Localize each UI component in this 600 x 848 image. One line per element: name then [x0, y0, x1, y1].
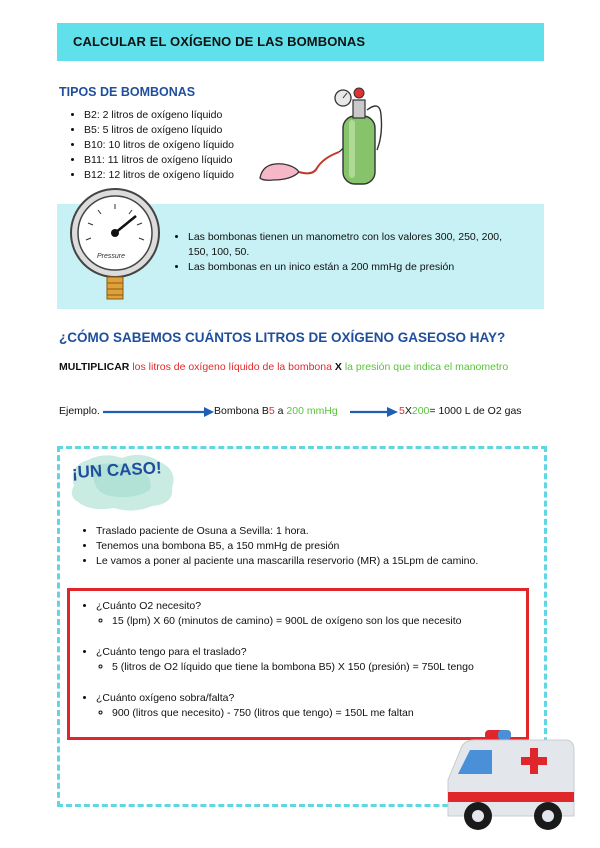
example-res-pressure: 200	[411, 405, 430, 417]
list-item: • B11: 11 litros de oxígeno líquido	[84, 153, 234, 168]
page-title: CALCULAR EL OXÍGENO DE LAS BOMBONAS	[73, 34, 366, 49]
qa-question: • ¿Cuánto tengo para el traslado?	[96, 645, 518, 660]
list-item: • B5: 5 litros de oxígeno líquido	[84, 123, 234, 138]
list-item: • Tenemos una bombona B5, a 150 mmHg de presión	[96, 539, 538, 554]
multiply-instruction	[59, 360, 541, 375]
arrow-icons	[100, 404, 350, 422]
example-bomb-pressure: 200 mmHg	[286, 405, 338, 417]
list-item: • B2: 2 litros de oxígeno líquido	[84, 108, 234, 123]
list-item: • Las bombonas en un inico están a 200 mmHg de presión	[188, 260, 515, 275]
types-heading: TIPOS DE BOMBONAS	[59, 85, 196, 99]
multiply-keyword: MULTIPLICAR	[59, 361, 130, 373]
multiply-x: X	[334, 361, 342, 373]
qa-answer: ◦ 15 (lpm) X 60 (minutos de camino) = 900L de oxígeno son los que necesito	[112, 614, 518, 629]
gauge-label: Pressure	[97, 253, 126, 260]
qa-answer: ◦ 5 (litros de O2 líquido que tiene la bombona B5) X 150 (presión) = 750L tengo	[112, 660, 518, 675]
question-heading: ¿CÓMO SABEMOS CUÁNTOS LITROS DE OXÍGENO GASEOSO HAY?	[59, 330, 506, 345]
qa-item-3	[78, 691, 518, 721]
types-list	[66, 108, 234, 183]
example-res-rest: = 1000 L de O2 gas	[429, 405, 522, 417]
list-item: • B10: 10 litros de oxígeno líquido	[84, 138, 234, 153]
gauge-list	[170, 230, 515, 275]
ambulance-icon	[440, 728, 585, 836]
oxygen-tank-icon	[255, 80, 405, 190]
list-item: • Le vamos a poner al paciente una mascarilla reservorio (MR) a 15Lpm de camino.	[96, 554, 538, 569]
example-bomb-prefix: Bombona B	[214, 405, 269, 417]
qa-item-1	[78, 599, 518, 629]
list-item: • B12: 12 litros de oxígeno líquido	[84, 168, 234, 183]
multiply-green-text: la presión que indica el manometro	[344, 361, 509, 373]
example-bomb-num: 5	[268, 405, 275, 417]
case-list	[78, 524, 538, 569]
example-label: Ejemplo.	[59, 405, 100, 417]
pressure-gauge-icon	[66, 188, 164, 304]
title-bar	[57, 23, 544, 61]
example-result	[399, 405, 522, 417]
qa-question: • ¿Cuánto O2 necesito?	[96, 599, 518, 614]
example-bomb-mid: a	[274, 405, 287, 417]
multiply-red-text: los litros de oxígeno líquido de la bombona	[132, 361, 332, 373]
example-res-num: 5	[399, 405, 405, 417]
qa-answer: ◦ 900 (litros que necesito) - 750 (litros que tengo) = 150L me faltan	[112, 706, 518, 721]
list-item: • Las bombonas tienen un manometro con los valores 300, 250, 200, 150, 100, 50.	[188, 230, 515, 260]
list-item: • Traslado paciente de Osuna a Sevilla: 1 hora.	[96, 524, 538, 539]
arrow-right-icon	[350, 404, 402, 422]
case-title: ¡UN CASO!	[71, 458, 163, 482]
qa-item-2	[78, 645, 518, 675]
qa-question: • ¿Cuánto oxígeno sobra/falta?	[96, 691, 518, 706]
example-res-x: X	[404, 405, 412, 417]
